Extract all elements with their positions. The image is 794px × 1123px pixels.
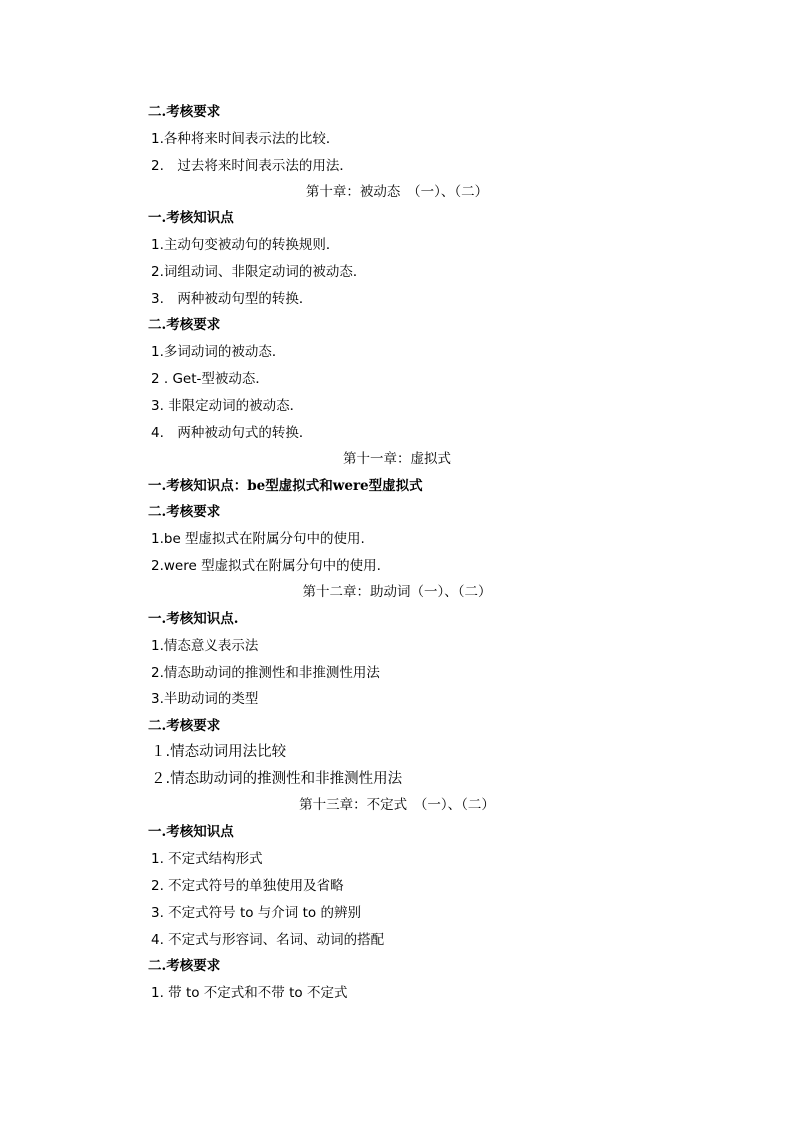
list-item: 1.主动句变被动句的转换规则． bbox=[151, 237, 340, 253]
list-item: 1. 带 to 不定式和不带 to 不定式 bbox=[151, 985, 348, 1001]
chapter-title: 第十二章：助动词（一）、（二） bbox=[302, 584, 492, 600]
list-item: 2 . Get-型被动态． bbox=[151, 371, 269, 387]
list-item: 4. 不定式与形容词、名词、动词的搭配 bbox=[151, 932, 385, 948]
section-heading: 二.考核要求 bbox=[148, 317, 221, 333]
list-item: 3. 不定式符号 to 与介词 to 的辨别 bbox=[151, 905, 361, 921]
section-heading: 二.考核要求 bbox=[148, 958, 221, 974]
section-heading: 一.考核知识点 bbox=[148, 210, 234, 226]
section-heading: 二.考核要求 bbox=[148, 104, 221, 120]
list-item: 2. 过去将来时间表示法的用法． bbox=[151, 158, 353, 174]
chapter-title: 第十三章：不定式 （一）、（二） bbox=[299, 797, 495, 813]
list-item: 2. 不定式符号的单独使用及省略 bbox=[151, 878, 344, 894]
list-item: ２.情态助动词的推测性和非推测性用法 bbox=[151, 771, 403, 787]
section-heading: 一.考核知识点. bbox=[148, 611, 239, 627]
list-item: 2.词组动词、非限定动词的被动态． bbox=[151, 264, 367, 280]
list-item: 1.情态意义表示法 bbox=[151, 638, 259, 654]
chapter-title: 第十章：被动态 （一）、（二） bbox=[305, 184, 489, 200]
section-heading: 一.考核知识点：be型虚拟式和were型虚拟式 bbox=[148, 478, 423, 494]
chapter-title: 第十一章：虚拟式 bbox=[343, 451, 451, 467]
list-item: １.情态动词用法比较 bbox=[151, 744, 287, 760]
section-heading: 二.考核要求 bbox=[148, 504, 221, 520]
list-item: 3.半助动词的类型 bbox=[151, 691, 259, 707]
list-item: 3. 非限定动词的被动态． bbox=[151, 398, 304, 414]
list-item: 2.were 型虚拟式在附属分句中的使用. bbox=[151, 558, 381, 574]
section-heading: 一.考核知识点 bbox=[148, 824, 234, 840]
list-item: 2.情态助动词的推测性和非推测性用法 bbox=[151, 665, 380, 681]
list-item: 1. 不定式结构形式 bbox=[151, 851, 263, 867]
list-item: 3. 两种被动句型的转换． bbox=[151, 291, 313, 307]
list-item: 1.各种将来时间表示法的比较． bbox=[151, 131, 340, 147]
list-item: 1.be 型虚拟式在附属分句中的使用. bbox=[151, 531, 365, 547]
section-heading: 二.考核要求 bbox=[148, 718, 221, 734]
list-item: 1.多词动词的被动态． bbox=[151, 344, 286, 360]
list-item: 4. 两种被动句式的转换． bbox=[151, 425, 313, 441]
